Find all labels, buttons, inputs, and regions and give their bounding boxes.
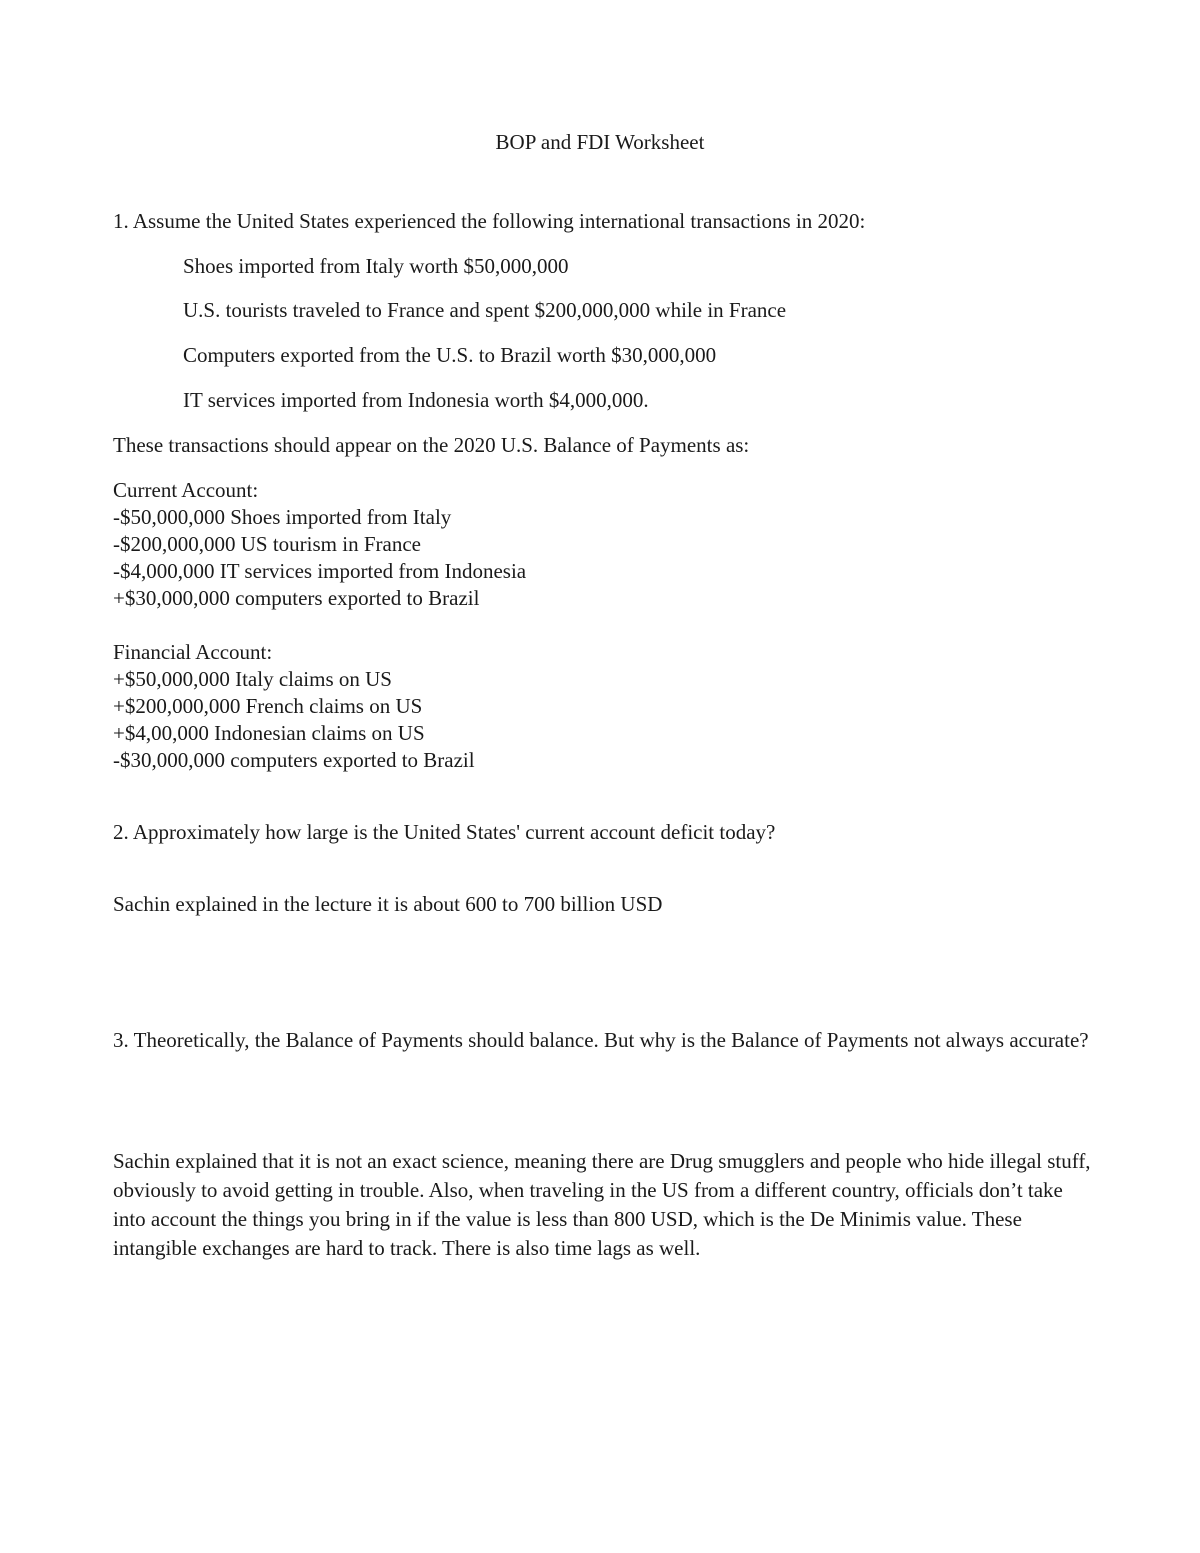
question-2-answer: Sachin explained in the lecture it is about 600 to 700 billion USD <box>113 892 663 916</box>
financial-account-entry: +$200,000,000 French claims on US <box>113 694 423 718</box>
transaction-item: IT services imported from Indonesia worth $4,000,000. <box>183 388 649 412</box>
current-account-heading: Current Account: <box>113 478 259 502</box>
current-account-entry: +$30,000,000 computers exported to Brazil <box>113 586 480 610</box>
current-account-entry: -$200,000,000 US tourism in France <box>113 532 421 556</box>
current-account-section <box>113 477 1093 612</box>
financial-account-section <box>113 639 1093 774</box>
question-1-prompt: 1. Assume the United States experienced the following international transactions in 2020: <box>113 209 866 233</box>
document-title: BOP and FDI Worksheet <box>495 130 705 154</box>
transaction-item: U.S. tourists traveled to France and spent $200,000,000 while in France <box>183 298 787 322</box>
financial-account-entry: +$4,00,000 Indonesian claims on US <box>113 721 425 745</box>
transaction-item: Computers exported from the U.S. to Brazil worth $30,000,000 <box>183 343 717 367</box>
financial-account-entry: +$50,000,000 Italy claims on US <box>113 667 392 691</box>
current-account-entry: -$4,000,000 IT services imported from Indonesia <box>113 559 527 583</box>
bop-lead-text: These transactions should appear on the 2020 U.S. Balance of Payments as: <box>113 433 750 457</box>
question-2-prompt: 2. Approximately how large is the United States' current account deficit today? <box>113 820 776 844</box>
current-account-entry: -$50,000,000 Shoes imported from Italy <box>113 505 452 529</box>
transaction-item: Shoes imported from Italy worth $50,000,000 <box>183 254 569 278</box>
question-3-answer: Sachin explained that it is not an exact science, meaning there are Drug smugglers and people who hide illegal stuff, obviously to avoid getting in trouble. Also, when traveling in the US from a different country, officials don’t take into account the things you bring in if the value is less than 800 USD, which is the De Minimis value. These intangible exchanges are hard to track. There is also time lags as well. <box>113 1149 1091 1260</box>
financial-account-entry: -$30,000,000 computers exported to Brazil <box>113 748 475 772</box>
question-3-prompt: 3. Theoretically, the Balance of Payments should balance. But why is the Balance of Payments not always accurate? <box>113 1028 1089 1052</box>
financial-account-heading: Financial Account: <box>113 640 273 664</box>
